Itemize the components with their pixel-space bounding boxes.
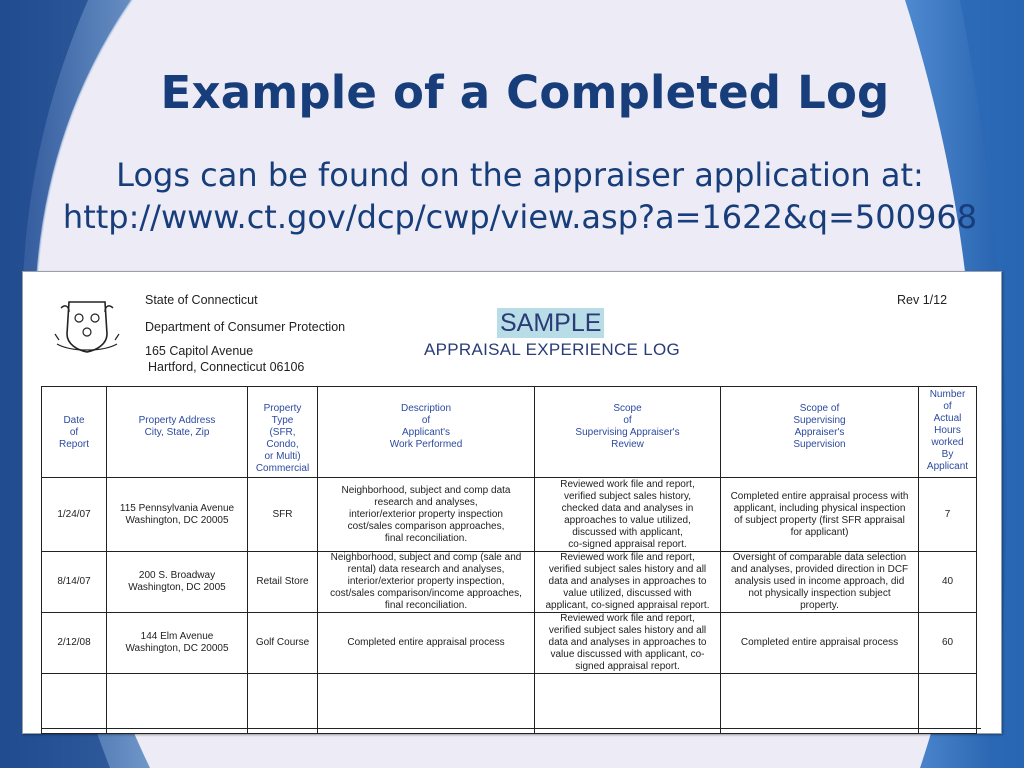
- col-header-description: Description of Applicant's Work Performed: [318, 387, 535, 478]
- cell-supervision: [721, 674, 919, 734]
- cell-description: [318, 674, 535, 734]
- cell-address: [107, 674, 248, 734]
- table-header-row: [42, 387, 977, 478]
- cell-description: Neighborhood, subject and comp (sale and rental) data research and analyses, interior/exterior property inspection, cost/sales comparison/income approaches, final reconciliation.: [318, 552, 535, 613]
- col-header-review: Scope of Supervising Appraiser's Review: [535, 387, 721, 478]
- cell-date: 8/14/07: [42, 552, 107, 613]
- cell-review: Reviewed work file and report, verified subject sales history and all data and analyses in approaches to value utilized, discussed with applicant, co-signed appraisal report.: [535, 552, 721, 613]
- agency-address-city: Hartford, Connecticut 06106: [148, 360, 305, 374]
- cell-hours: 7: [919, 478, 977, 552]
- cell-date: 2/12/08: [42, 613, 107, 674]
- cell-hours: 60: [919, 613, 977, 674]
- cell-review: Reviewed work file and report, verified subject sales history and all data and analyses in approaches to value discussed with applicant, co- signed appraisal report.: [535, 613, 721, 674]
- table-row: [42, 552, 977, 613]
- cell-type: Golf Course: [248, 613, 318, 674]
- cell-address: 200 S. Broadway Washington, DC 2005: [107, 552, 248, 613]
- cell-hours: [919, 674, 977, 734]
- cell-supervision: Completed entire appraisal process with applicant, including physical inspection of subject property (first SFR appraisal for applicant): [721, 478, 919, 552]
- col-header-supervision: Scope of Supervising Appraiser's Supervision: [721, 387, 919, 478]
- appraisal-log-table: [41, 386, 977, 734]
- table-bottom-rule: [41, 728, 981, 729]
- cell-hours: 40: [919, 552, 977, 613]
- cell-review: [535, 674, 721, 734]
- col-header-hours: Number of Actual Hours worked By Applicant: [919, 387, 977, 478]
- slide-subtitle-line1: Logs can be found on the appraiser application at:: [116, 156, 924, 194]
- col-header-address: Property Address City, State, Zip: [107, 387, 248, 478]
- sample-log-document: [22, 271, 1002, 734]
- slide-title: Example of a Completed Log: [160, 66, 890, 119]
- table-row: [42, 478, 977, 552]
- cell-type: SFR: [248, 478, 318, 552]
- table-row-empty: [42, 674, 977, 734]
- col-header-date: Date of Report: [42, 387, 107, 478]
- agency-department: Department of Consumer Protection: [145, 320, 346, 334]
- log-title: APPRAISAL EXPERIENCE LOG: [424, 340, 680, 359]
- connecticut-state-seal-icon: [53, 294, 121, 356]
- cell-date: [42, 674, 107, 734]
- cell-type: [248, 674, 318, 734]
- cell-date: 1/24/07: [42, 478, 107, 552]
- table-row: [42, 613, 977, 674]
- cell-address: 144 Elm Avenue Washington, DC 20005: [107, 613, 248, 674]
- cell-description: Neighborhood, subject and comp data research and analyses, interior/exterior property inspection cost/sales comparison approaches, final reconciliation.: [318, 478, 535, 552]
- sample-watermark: SAMPLE: [497, 308, 604, 338]
- agency-address-street: 165 Capitol Avenue: [145, 344, 254, 358]
- cell-address: 115 Pennsylvania Avenue Washington, DC 20005: [107, 478, 248, 552]
- cell-supervision: Completed entire appraisal process: [721, 613, 919, 674]
- slide-subtitle-url[interactable]: http://www.ct.gov/dcp/cwp/view.asp?a=1622&q=500968: [62, 198, 978, 236]
- revision-label: Rev 1/12: [897, 293, 948, 307]
- cell-type: Retail Store: [248, 552, 318, 613]
- col-header-property-type: Property Type (SFR, Condo, or Multi) Commercial: [248, 387, 318, 478]
- cell-description: Completed entire appraisal process: [318, 613, 535, 674]
- cell-review: Reviewed work file and report, verified subject sales history, checked data and analyses in approaches to value utilized, discussed with applicant, co-signed appraisal report.: [535, 478, 721, 552]
- cell-supervision: Oversight of comparable data selection and analyses, provided direction in DCF analysis used in income approach, did not physically inspection subject property.: [721, 552, 919, 613]
- agency-state: State of Connecticut: [145, 293, 258, 307]
